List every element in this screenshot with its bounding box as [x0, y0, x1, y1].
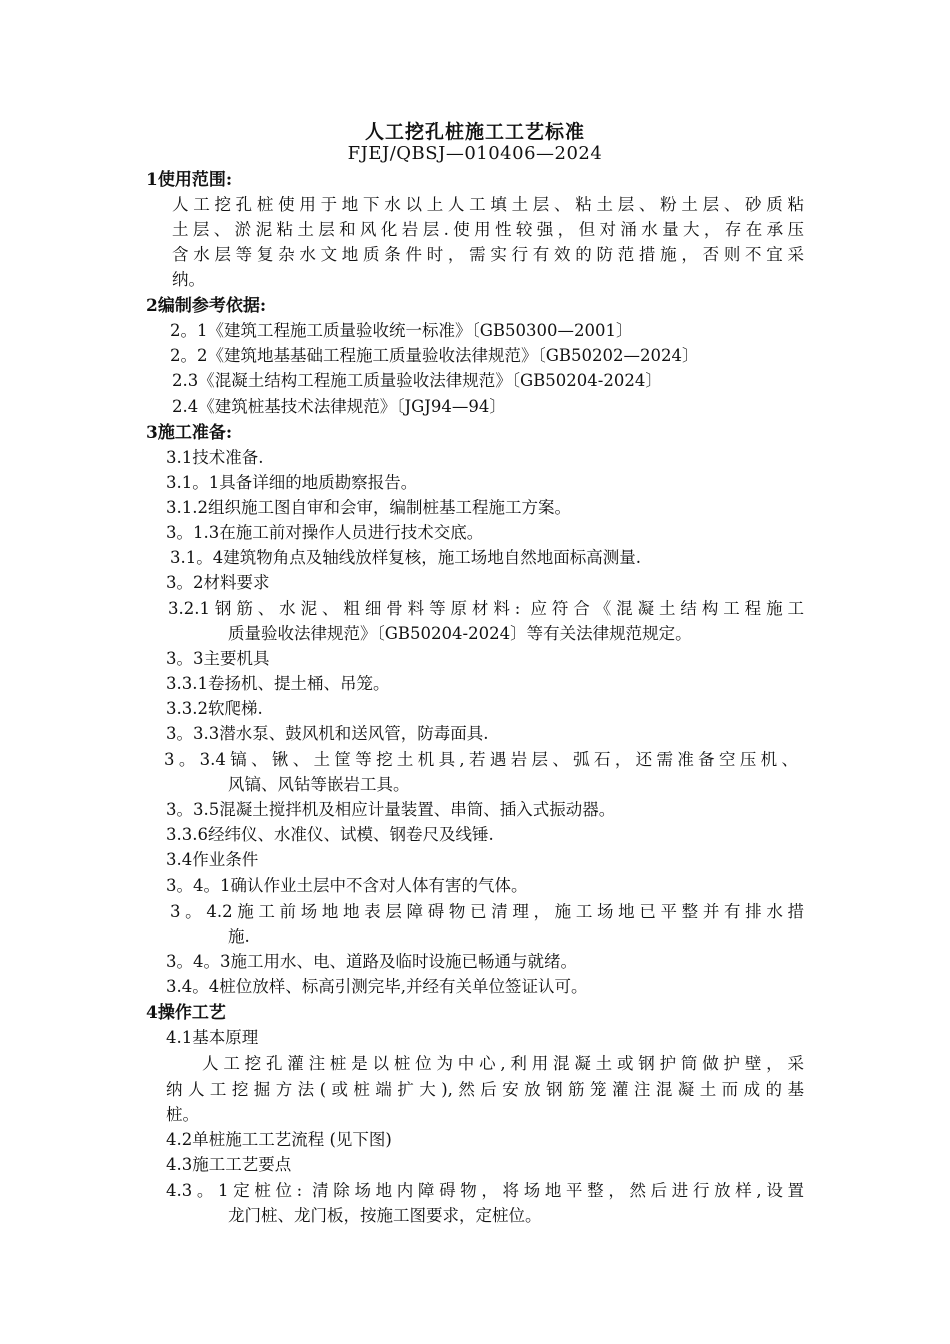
section-3-line: 3。4。1确认作业土层中不含对人体有害的气体。: [166, 876, 528, 895]
section-3-line: 3。3主要机具: [166, 649, 270, 668]
document-title: 人工挖孔桩施工工艺标准: [364, 121, 585, 143]
section-4-line: 纳人工挖掘方法(或桩端扩大),然后安放钢筋笼灌注混凝土而成的基: [166, 1080, 804, 1099]
section-3-line: 3.2.1钢筋、水泥、粗细骨料等原材料: 应符合《混凝土结构工程施工: [168, 599, 804, 618]
section-3-line: 3。3.3潜水泵、鼓风机和送风管，防毒面具.: [166, 724, 489, 743]
section-4-line: 4.3。1定桩位: 清除场地内障碍物，将场地平整，然后进行放样,设置: [166, 1181, 804, 1200]
section-3-line: 3。2材料要求: [166, 573, 270, 592]
section-3-line: 3。3.4镐、锹、土筐等挖土机具,若遇岩层、弧石，还需准备空压机、: [164, 750, 798, 769]
reference-item: 2。2《建筑地基基础工程施工质量验收法律规范》〔GB50202—2024〕: [170, 346, 699, 365]
section-1-line: 纳。: [172, 270, 205, 289]
section-3-line: 3.1。1具备详细的地质勘察报告。: [166, 473, 418, 492]
section-4-line: 桩。: [166, 1105, 199, 1124]
section-4-heading: 4操作工艺: [146, 1003, 226, 1023]
section-3-line: 3。4.2施工前场地地表层障碍物已清理，施工场地已平整并有排水措: [170, 902, 804, 921]
section-1-line: 含水层等复杂水文地质条件时，需实行有效的防范措施，否则不宜采: [172, 245, 804, 264]
section-3-line: 施.: [228, 927, 250, 946]
section-4-line: 4.2单桩施工工艺流程 (见下图): [166, 1130, 392, 1149]
section-3-line: 3.1技术准备.: [166, 448, 264, 467]
section-4-line: 4.1基本原理: [166, 1028, 259, 1047]
reference-item: 2.4《建筑桩基技术法律规范》〔JGJ94—94〕: [172, 397, 506, 416]
section-3-line: 3。4。3施工用水、电、道路及临时设施已畅通与就绪。: [166, 952, 577, 971]
section-3-line: 3.4作业条件: [166, 850, 259, 869]
section-3-line: 风镐、风钻等嵌岩工具。: [228, 775, 410, 794]
section-3-line: 3.1.2组织施工图自审和会审，编制桩基工程施工方案。: [166, 498, 571, 517]
document-code: FJEJ/QBSJ—010406—2024: [347, 143, 603, 164]
section-4-line: 龙门桩、龙门板，按施工图要求，定桩位。: [228, 1206, 542, 1225]
section-3-line: 3.4。4桩位放样、标高引测完毕,并经有关单位签证认可。: [166, 977, 588, 996]
section-4-line: 人工挖孔灌注桩是以桩位为中心,利用混凝土或钢护筒做护壁，采: [202, 1054, 804, 1073]
section-3-line: 3.3.2软爬梯.: [166, 699, 263, 718]
section-4-line: 4.3施工工艺要点: [166, 1155, 292, 1174]
section-3-line: 3。1.3在施工前对操作人员进行技术交底。: [166, 523, 484, 542]
section-3-heading: 3施工准备:: [146, 423, 233, 443]
section-3-line: 3.3.1卷扬机、提土桶、吊笼。: [166, 674, 390, 693]
section-1-heading: 1使用范围:: [146, 170, 233, 190]
section-2-heading: 2编制参考依据:: [146, 296, 267, 316]
section-3-line: 3.1。4建筑物角点及轴线放样复核，施工场地自然地面标高测量.: [170, 548, 641, 567]
section-1-line: 人工挖孔桩使用于地下水以上人工填土层、粘土层、粉土层、砂质粘: [172, 195, 804, 214]
section-3-line: 3.3.6经纬仪、水准仪、试模、钢卷尺及线锤.: [166, 825, 494, 844]
section-1-line: 土层、淤泥粘土层和风化岩层.使用性较强，但对涌水量大，存在承压: [172, 220, 804, 239]
section-3-line: 质量验收法律规范》〔GB50204-2024〕等有关法律规范规定。: [228, 624, 692, 643]
section-3-line: 3。3.5混凝土搅拌机及相应计量装置、串筒、插入式振动器。: [166, 800, 616, 819]
reference-item: 2.3《混凝土结构工程施工质量验收法律规范》〔GB50204-2024〕: [172, 371, 662, 390]
reference-item: 2。1《建筑工程施工质量验收统一标准》〔GB50300—2001〕: [170, 321, 633, 340]
